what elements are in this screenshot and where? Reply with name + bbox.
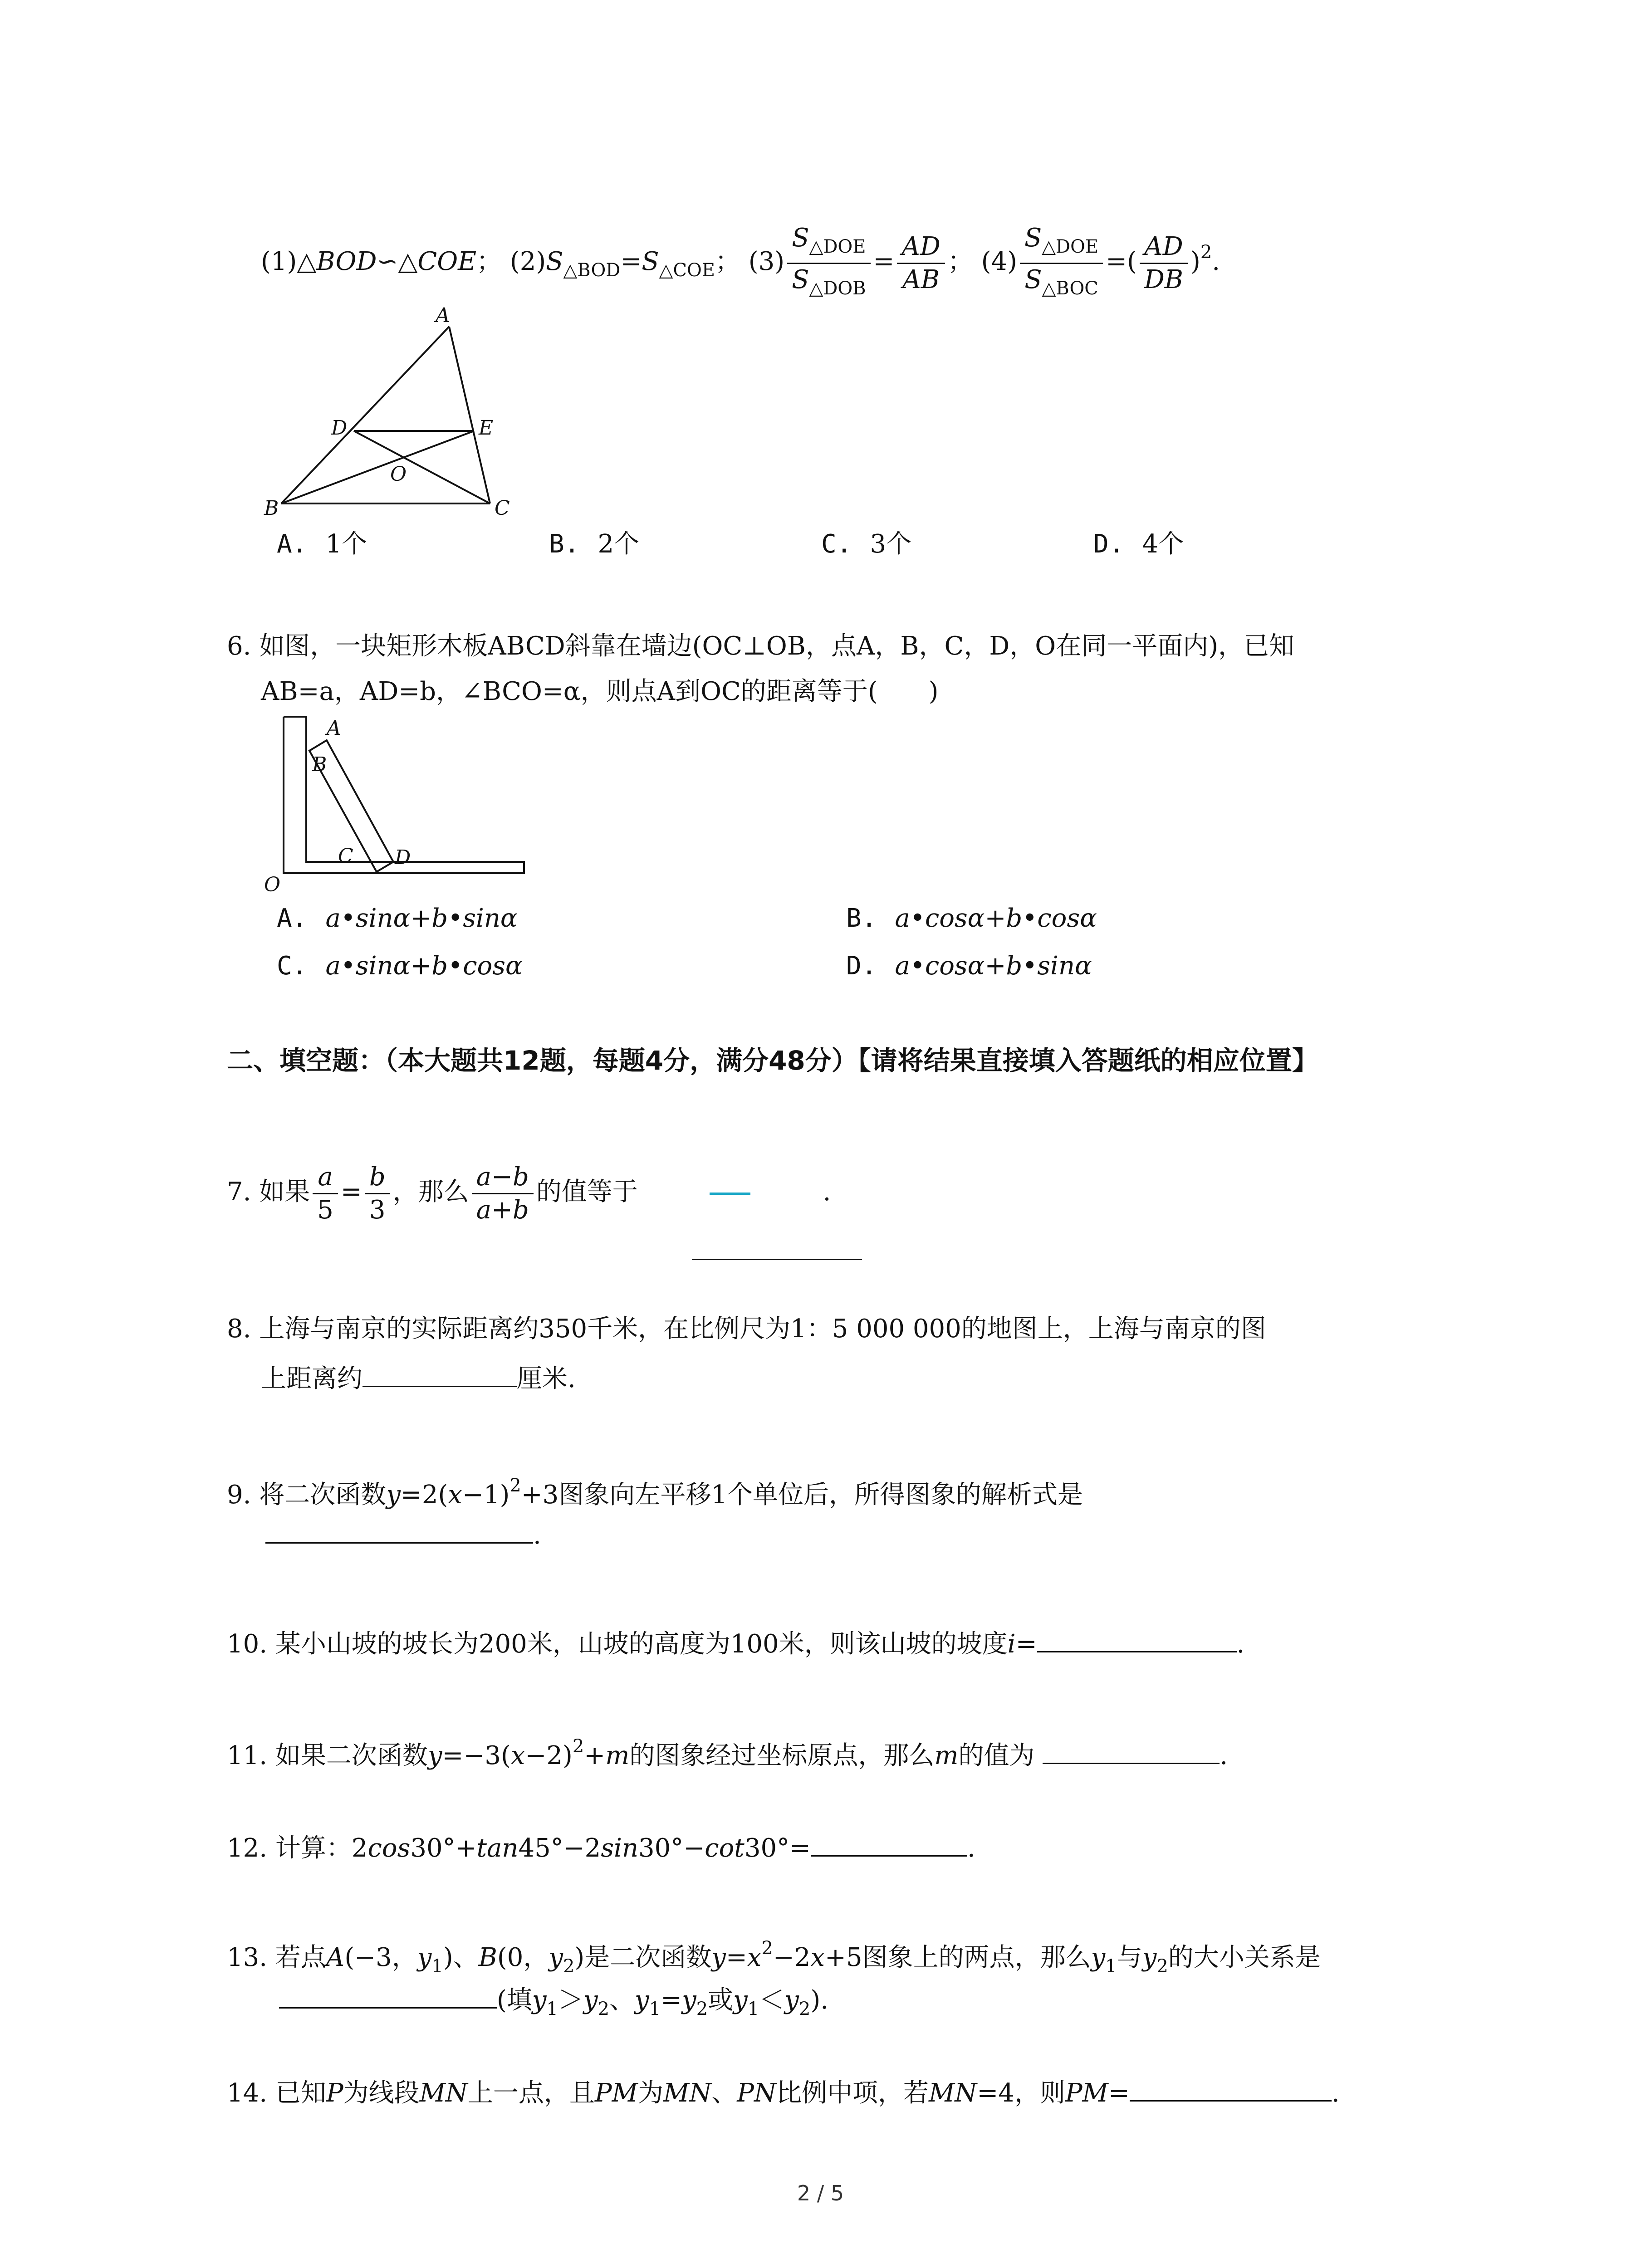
q14: 14. 已知P为线段MN上一点，且PM为MN、PN比例中项，若MN=4，则PM= . [227,2073,1340,2112]
q8-line2-pre: 上距离约 [261,1364,362,1393]
q5-s2-sub1: △BOD [563,260,621,281]
q14-t1: 为线段 [343,2078,420,2108]
q7-answer-blank[interactable] [692,1232,862,1260]
label-A: A [327,717,341,740]
q13-line2: (填$y_1>y_2$、$y_1=y_2$或$y_1<y_2$). [279,1980,828,2027]
q6-board-figure [259,708,540,903]
q13-hint: 填 [506,1985,532,2015]
q9-answer-blank[interactable] [265,1515,533,1544]
q14-t2: 上一点，且 [467,2078,595,2108]
q5-sep: ； [476,247,502,276]
q10: 10. 某小山坡的坡长为200米，山坡的高度为100米，则该山坡的坡度i= . [227,1624,1244,1662]
q5-option-a[interactable] [277,526,367,562]
q11-number: 11. [227,1741,268,1770]
label-C: C [338,845,353,868]
q8-line2-post: 厘米. [517,1364,576,1393]
q13-mid: 是二次函数 [584,1943,712,1972]
cyan-dash-mark [710,1193,750,1195]
q12-number: 12. [227,1833,268,1863]
q8-line2 [261,1359,576,1397]
q5-sep-3: ； [947,247,973,276]
q5-s4-frac-right [1140,231,1188,296]
q14-t3: 为 [637,2078,663,2108]
section-heading-text: 二、填空题：（本大题共12题，每题4分，满分48分）【请将结果直接填入答题纸的相应位置】 [227,1045,1318,1076]
section-heading [227,1039,1497,1082]
q14-answer-blank[interactable] [1130,2073,1332,2102]
q5-s4-label: (4) [981,247,1017,276]
q5-s3-label: (3) [748,247,785,276]
q11-mid: 的图象经过坐标原点，那么 [629,1741,935,1770]
q7-suffix: 的值等于 [536,1177,638,1207]
label-D: D [395,846,411,869]
q14-t4: 比例中项，若 [776,2078,929,2108]
q5-option-d-text: 4个 [1142,529,1184,559]
q6-option-b[interactable] [846,900,1097,937]
q6-option-a-text: a•sinα+b•sinα [325,904,518,933]
q6-option-d-text: a•cosα+b•sinα [895,951,1092,981]
q10-number: 10. [227,1629,268,1659]
q10-text: 某小山坡的坡长为200米，山坡的高度为100米，则该山坡的坡度 [275,1629,1008,1659]
q7: 7. 如果 $\frac{a}{5}$ = $\frac{b}{3}$ ，那么 $\frac{a-b}{a+b}$ 的值等于 . [227,1161,831,1226]
label-O: O [264,873,281,896]
q14-number: 14. [227,2078,268,2108]
q7-frac-ab: $\frac{a-b}{a+b}$ [472,1161,534,1226]
q5-option-c-label: C. [821,529,852,559]
label-O: O [390,463,407,486]
q6-option-c-text: a•sinα+b•cosα [325,951,523,981]
q11-pre: 如果二次函数 [275,1741,428,1770]
label-D: D [331,416,348,440]
q5-s2-sub2: △COE [659,260,715,281]
label-E: E [479,416,494,440]
q5-s4-rnum: AD [1140,231,1188,264]
q13-pre: 若点 [275,1943,326,1972]
q5-option-b[interactable] [549,526,639,562]
q8-line1 [227,1311,1266,1347]
q6-option-d[interactable] [846,948,1092,984]
q5-s2-label: (2) [509,247,546,276]
q8-number: 8. [227,1314,251,1344]
q6-stem-line2 [261,674,939,710]
q5-s4-rden: DB [1144,265,1183,294]
q13-post: 图象上的两点，那么 [862,1943,1091,1972]
q7-middle: ，那么 [392,1177,469,1207]
q6-option-a[interactable] [277,900,518,937]
q5-option-c[interactable] [821,526,911,562]
q8-line1-text: 上海与南京的实际距离约350千米，在比例尺为1：5 000 000的地图上，上海与南京的图 [259,1314,1266,1344]
q5-option-a-label: A. [277,529,308,559]
page-number: 2 / 5 [797,2181,844,2205]
q13-end: 的大小关系是 [1168,1943,1321,1972]
q5-option-b-text: 2个 [598,529,640,559]
q11-answer-blank[interactable] [1043,1735,1220,1764]
q5-s3-frac-right [897,231,945,296]
q13-line1: 13. 若点A(−3，$y_1$)、B(0，$y_2$)是二次函数$y=x^2-2x+5$图象上的两点，那么$y_1$与$y_2$的大小关系是 [227,1938,1321,1977]
q5-option-d[interactable] [1093,526,1184,562]
q11-post: 的值为 [958,1741,1035,1770]
q12-answer-blank[interactable] [811,1828,967,1857]
q7-frac-a: $\frac{a}{5}$ [313,1161,338,1226]
q7-number: 7. [227,1177,251,1207]
q14-pre: 已知 [275,2078,326,2108]
q5-triangle-figure [254,299,526,535]
q12-pre: 计算： [275,1833,352,1863]
q5-s4-den-sub: △BOC [1042,278,1098,299]
q6-stem-line1 [227,628,1294,665]
q6-option-c[interactable] [277,948,523,984]
q6-option-d-label: D. [846,951,877,981]
q5-s3-rden: AB [902,265,940,294]
q6-line2-text: AB=a，AD=b，∠BCO=α，则点A到OC的距离等于( ) [261,677,939,706]
q5-option-a-text: 1个 [325,529,367,559]
q5-s3-rnum: AD [897,231,945,264]
q14-t5: 则 [1039,2078,1065,2108]
q13-answer-blank[interactable] [279,1980,497,2009]
label-B: B [312,753,327,776]
q13-number: 13. [227,1943,268,1972]
q9-line2: . [265,1515,541,1554]
q5-sep-2: ； [715,247,740,276]
q5-s1-text: △BOD∽△COE [297,247,477,276]
q5-option-c-text: 3个 [870,529,912,559]
q6-number: 6. [227,631,251,661]
q6-option-b-text: a•cosα+b•cosα [895,904,1097,933]
q9-line1: 9. 将二次函数$y=2(x-1)^2+3$图象向左平移1个单位后，所得图象的解析式是 [227,1475,1083,1510]
q10-answer-blank[interactable] [1037,1624,1237,1652]
q9-pre: 将二次函数 [259,1480,387,1510]
label-A: A [436,304,450,327]
q5-s4-frac-left: $\frac{S_{\triangle DOE}}{S_{\triangle BOC}}$ [1020,222,1103,304]
label-B: B [264,497,279,520]
q12: 12. 计算：2cos30°+tan45°−2sin30°−cot30°= . [227,1828,975,1867]
q9-post: 图象向左平移1个单位后，所得图象的解析式是 [558,1480,1083,1510]
q5-option-b-label: B. [549,529,580,559]
q7-prefix: 如果 [259,1177,310,1207]
q5-s3-num-sub: △DOE [809,236,866,257]
q7-frac-b: $\frac{b}{3}$ [365,1161,390,1226]
q6-option-a-label: A. [277,904,308,933]
q5-s3-den-sub: △DOB [809,278,866,299]
q5-statements: (1)△BOD∽△COE； $(2)S_{\triangle BOD}=S_{\triangle COE}$； (3) $\frac{S_{\triangle DOE}}{S_{\triangle DOB}}$ = $\frac{AD}{AB}$ ； (4) $\frac{S_{\triangle DOE}}{S_{\triangle BOC}}$ =( $\frac{AD}{DB}$ )$^2$. [261,222,1220,304]
q8-answer-blank[interactable] [362,1359,517,1387]
q5-s4-num-sub: △DOE [1042,236,1099,257]
label-C: C [495,497,510,520]
q11: 11. 如果二次函数$y=-3(x-2)^2+m$的图象经过坐标原点，那么m的值为 . [227,1736,1228,1770]
q6-option-c-label: C. [277,951,308,981]
q9-number: 9. [227,1480,251,1510]
q5-s3-frac-left: $\frac{S_{\triangle DOE}}{S_{\triangle DOB}}$ [787,222,870,304]
q5-s1-label: (1) [261,247,297,276]
q5-option-d-label: D. [1093,529,1124,559]
q6-option-b-label: B. [846,904,877,933]
q6-line1-text: 如图，一块矩形木板ABCD斜靠在墙边(OC⊥OB，点A，B，C，D，O在同一平面内)，已知 [259,631,1295,661]
